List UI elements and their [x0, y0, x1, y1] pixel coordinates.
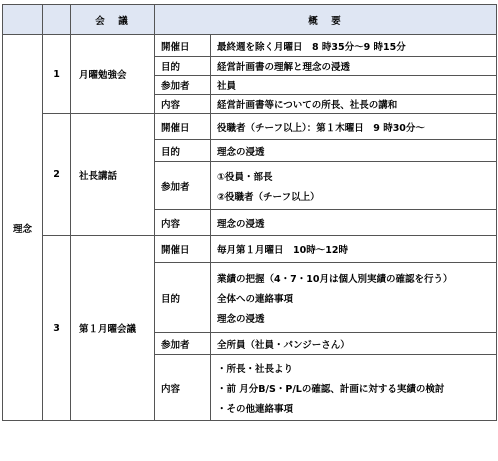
header-row [3, 5, 497, 35]
header-meeting: 会 議 [71, 5, 155, 35]
row-label: 開催日 [155, 35, 211, 57]
row-label: 目的 [155, 263, 211, 333]
row-label: 内容 [155, 210, 211, 236]
row-label: 目的 [155, 57, 211, 76]
header-blank-1 [3, 5, 43, 35]
row-value: 全所員（社員・パンジーさん） [211, 333, 497, 355]
row-label: 参加者 [155, 333, 211, 355]
meeting-number: 2 [43, 114, 71, 236]
row-label: 開催日 [155, 236, 211, 263]
row-value: 経営計画書の理解と理念の浸透 [211, 57, 497, 76]
row-label: 参加者 [155, 76, 211, 95]
meeting-name: 月曜勉強会 [71, 35, 155, 114]
row-value: 最終週を除く月曜日 8 時35分～9 時15分 [211, 35, 497, 57]
row-value: 経営計画書等についての所長、社長の講和 [211, 95, 497, 114]
row-label: 目的 [155, 140, 211, 162]
row-value: 業績の把握（4・7・10月は個人別実績の確認を行う） 全体への連絡事項 理念の浸透 [211, 263, 497, 333]
meeting-name: 社長講話 [71, 114, 155, 236]
row-label: 内容 [155, 355, 211, 421]
meeting-number: 1 [43, 35, 71, 114]
row-value: ・所長・社長より ・前 月分B/S・P/Lの確認、計画に対する実績の検討 ・その他連絡事項 [211, 355, 497, 421]
row-value: 社員 [211, 76, 497, 95]
row-value: ①役員・部長 ②役職者（チーフ以上） [211, 162, 497, 210]
row-label: 開催日 [155, 114, 211, 140]
row-value: 理念の浸透 [211, 140, 497, 162]
row-value: 毎月第１月曜日 10時～12時 [211, 236, 497, 263]
row-value: 理念の浸透 [211, 210, 497, 236]
row-label: 内容 [155, 95, 211, 114]
header-blank-2 [43, 5, 71, 35]
meeting-table [2, 4, 497, 421]
header-overview: 概 要 [155, 5, 497, 35]
table-row [3, 35, 497, 57]
meeting-number: 3 [43, 236, 71, 421]
meeting-name: 第１月曜会議 [71, 236, 155, 421]
table-row [3, 236, 497, 263]
category-cell: 理念 [3, 35, 43, 421]
row-value: 役職者（チーフ以上）：第１木曜日 9 時30分～ [211, 114, 497, 140]
row-label: 参加者 [155, 162, 211, 210]
table-row [3, 114, 497, 140]
